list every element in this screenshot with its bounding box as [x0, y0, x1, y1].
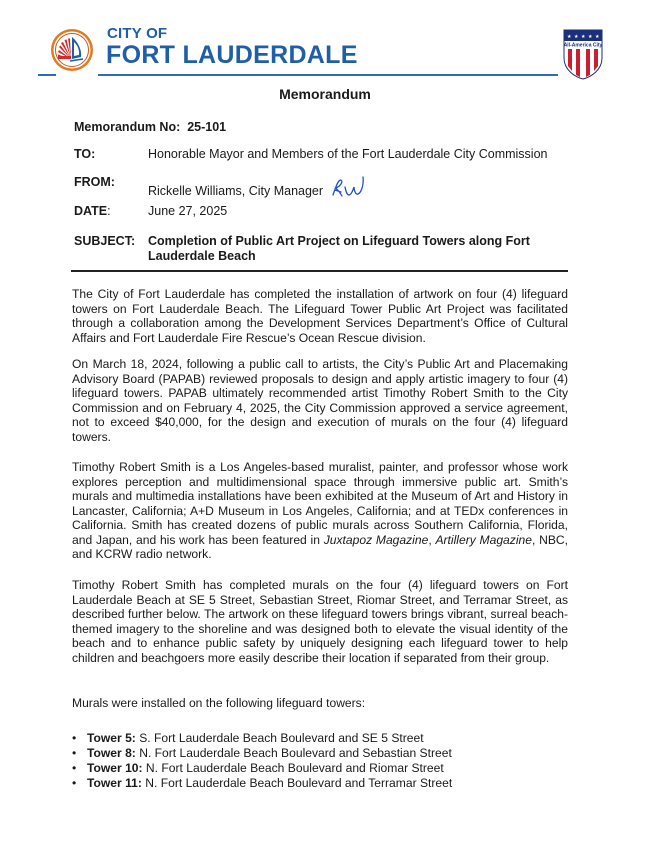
all-america-city-badge-icon: [563, 28, 603, 80]
tower-location: S. Fort Lauderdale Beach Boulevard and SE 5 Street: [135, 731, 424, 745]
paragraph-2: On March 18, 2024, following a public call to artists, the City’s Public Art and Placemaking Advisory Board (PAPAB) reviewed proposals to design and apply artistic imagery to four (4) lifeguard towers. PAPAB ultimately recommended artist Timothy Robert Smith to the City Commission and on February 4, 2025, the City Commission approved a service agreement, not to exceed $40,000, for the design and execution of murals on the four (4) lifeguard towers.: [72, 357, 568, 444]
subject-label: SUBJECT:: [74, 234, 136, 248]
tower-location: N. Fort Lauderdale Beach Boulevard and Sebastian Street: [135, 746, 452, 760]
memo-title: Memorandum: [279, 86, 371, 102]
from-label: FROM:: [74, 175, 115, 189]
to-value: Honorable Mayor and Members of the Fort Lauderdale City Commission: [148, 147, 548, 161]
memo-number-label: Memorandum No:: [74, 120, 181, 134]
date-label: DATE:: [74, 204, 111, 218]
tower-location: N. Fort Lauderdale Beach Boulevard and Terramar Street: [141, 776, 453, 790]
tower-list: [72, 731, 452, 791]
publication-artillery: Artillery Magazine: [435, 532, 532, 547]
signature-icon: [329, 175, 369, 201]
list-item: • Tower 5: S. Fort Lauderdale Beach Boulevard and SE 5 Street: [72, 731, 424, 745]
tower-location: N. Fort Lauderdale Beach Boulevard and Riomar Street: [142, 761, 444, 775]
svg-text:★: ★: [567, 34, 572, 40]
to-label: TO:: [74, 147, 96, 161]
paragraph-3: Timothy Robert Smith is a Los Angeles-based muralist, painter, and professor whose work explores perception and multidimensional space through immersive public art. Smith’s murals and multimedia installations have been exhibited at the Museum of Art and History in Lancaster, California; A+D Museum in Los Angeles, California; and at TEDx conferences in California. Smith has created dozens of public murals across Southern California, Florida, and Japan, and his work has been featured in Juxtapoz Magazine, Artillery Magazine, NBC, and KCRW radio network.: [72, 460, 568, 562]
header-rule: [98, 74, 558, 76]
city-seal-icon: [50, 28, 94, 72]
list-item: • Tower 8: N. Fort Lauderdale Beach Boulevard and Sebastian Street: [72, 746, 452, 760]
from-value-wrap: [148, 175, 369, 201]
paragraph-5: Murals were installed on the following lifeguard towers:: [72, 696, 366, 711]
svg-text:All-America City: All-America City: [563, 42, 603, 49]
from-value: Rickelle Williams, City Manager: [148, 184, 324, 198]
date-value: June 27, 2025: [148, 204, 228, 218]
list-item: • Tower 10: N. Fort Lauderdale Beach Boulevard and Riomar Street: [72, 761, 444, 775]
subject-value: Completion of Public Art Project on Lifeguard Towers along Fort Lauderdale Beach: [148, 234, 530, 263]
tower-label: Tower 8:: [87, 746, 136, 760]
list-item: • Tower 11: N. Fort Lauderdale Beach Boulevard and Terramar Street: [72, 776, 453, 790]
svg-text:★: ★: [588, 34, 593, 40]
letterhead: [0, 0, 650, 90]
svg-text:★: ★: [595, 34, 600, 40]
svg-text:★: ★: [574, 34, 579, 40]
memo-number-line: [74, 120, 226, 134]
paragraph-1: The City of Fort Lauderdale has completed the installation of artwork on four (4) lifeguard towers on Fort Lauderdale Beach. The Lifeguard Tower Public Art Project was facilitated through a collaboration among the Development Services Department’s Office of Cultural Affairs and Fort Lauderdale Fire Rescue’s Ocean Rescue division.: [72, 287, 568, 345]
tower-label: Tower 11:: [87, 776, 142, 790]
svg-text:★: ★: [581, 34, 586, 40]
city-of-label: CITY OF: [107, 25, 168, 42]
tower-label: Tower 5:: [87, 731, 136, 745]
tower-label: Tower 10:: [87, 761, 143, 775]
header-divider: [71, 270, 568, 272]
city-name: FORT LAUDERDALE: [106, 41, 358, 69]
paragraph-4: Timothy Robert Smith has completed murals on the four (4) lifeguard towers on Fort Lauderdale Beach at SE 5 Street, Sebastian Street, Riomar Street, and Terramar Street, as described further below. The artwork on these lifeguard towers brings vibrant, surreal beach-themed imagery to the shoreline and was designed both to elevate the visual identity of the beach and to enhance public safety by uniquely designing each lifeguard tower to help children and beachgoers more easily describe their location if separated from their group.: [72, 578, 568, 665]
header-rule-left: [38, 74, 56, 76]
memo-number: 25-101: [187, 120, 227, 134]
publication-juxtapoz: Juxtapoz Magazine: [323, 532, 429, 547]
